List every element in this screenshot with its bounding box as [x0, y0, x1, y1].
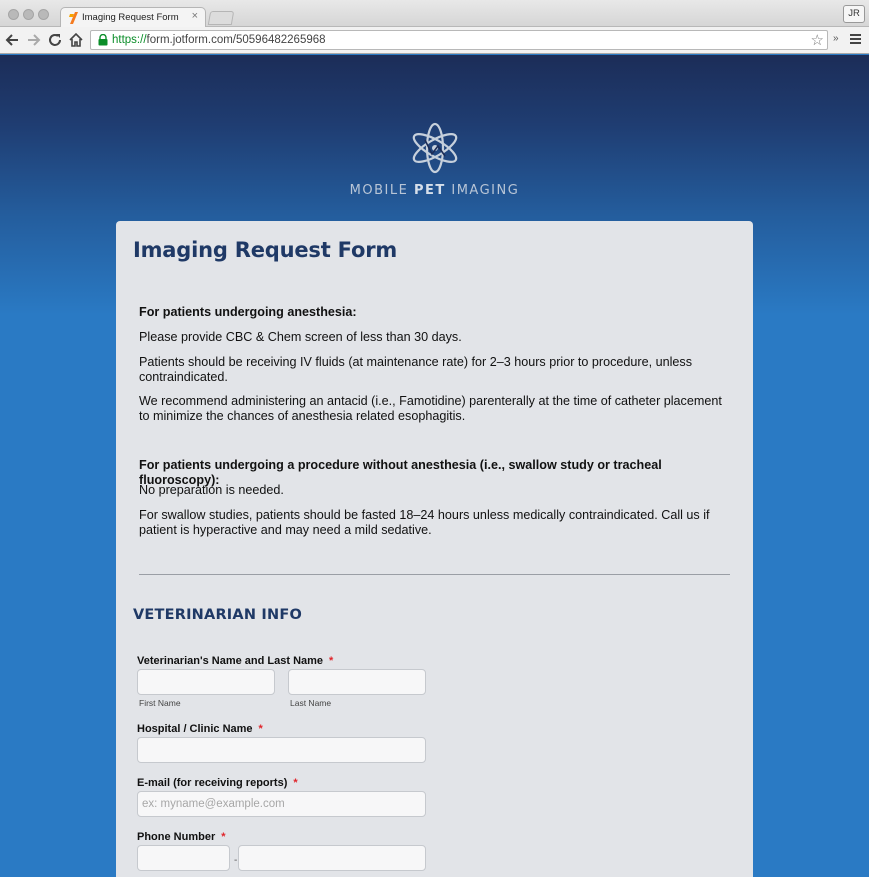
jotform-favicon-icon [69, 12, 78, 24]
phone-separator: - [234, 855, 238, 866]
back-icon[interactable] [4, 31, 20, 49]
new-tab-button[interactable] [208, 11, 234, 25]
tab-close-icon[interactable]: × [191, 10, 198, 22]
anesthesia-paragraph-3: We recommend administering an antacid (i.e., Famotidine) parenterally at the time of catheter placement to minimize the chances of anesthesia related esophagitis. [139, 394, 722, 423]
section-divider [139, 574, 730, 575]
last-name-sublabel: Last Name [290, 698, 332, 708]
area-code-input[interactable] [137, 845, 230, 871]
bookmark-star-icon[interactable]: ☆ [810, 32, 824, 49]
profile-button[interactable]: JR [843, 5, 865, 23]
home-icon[interactable] [68, 31, 84, 49]
required-mark: * [329, 655, 334, 667]
section-title: VETERINARIAN INFO [133, 607, 302, 623]
forward-icon[interactable] [26, 31, 42, 49]
required-mark: * [258, 723, 263, 735]
reload-icon[interactable] [47, 31, 63, 49]
hospital-label: Hospital / Clinic Name * [137, 723, 263, 735]
form-title: Imaging Request Form [133, 238, 398, 262]
minimize-window-button[interactable] [23, 9, 34, 20]
anesthesia-heading: For patients undergoing anesthesia: [139, 305, 357, 319]
email-input[interactable] [137, 791, 426, 817]
required-mark: * [293, 777, 298, 789]
browser-tab[interactable] [60, 7, 206, 28]
tab-title: Imaging Request Form [82, 12, 179, 23]
form-card [116, 221, 753, 877]
page-background [0, 55, 869, 877]
brand-name: MOBILE PET IMAGING [349, 183, 520, 198]
no-anesthesia-paragraph-2: For swallow studies, patients should be fasted 18–24 hours unless medically contraindicated. Call us if patient is hyperactive and may need a mild sedative. [139, 508, 710, 537]
close-window-button[interactable] [8, 9, 19, 20]
browser-toolbar [0, 27, 869, 54]
address-bar[interactable] [90, 30, 828, 50]
atom-logo-icon [405, 118, 465, 178]
tab-strip [0, 0, 869, 27]
email-label: E-mail (for receiving reports) * [137, 777, 298, 789]
vet-name-label: Veterinarian's Name and Last Name * [137, 655, 334, 667]
extensions-overflow-icon[interactable]: » [833, 33, 839, 44]
url-text: https://form.jotform.com/50596482265968 [112, 34, 326, 46]
first-name-sublabel: First Name [139, 698, 181, 708]
required-mark: * [221, 831, 226, 843]
anesthesia-paragraph-2: Patients should be receiving IV fluids (at maintenance rate) for 2–3 hours prior to procedure, unless contraindicated. [139, 355, 693, 384]
anesthesia-paragraph-1: Please provide CBC & Chem screen of less than 30 days. [139, 330, 462, 344]
last-name-input[interactable] [288, 669, 426, 695]
first-name-input[interactable] [137, 669, 275, 695]
phone-label: Phone Number * [137, 831, 226, 843]
zoom-window-button[interactable] [38, 9, 49, 20]
no-anesthesia-heading: For patients undergoing a procedure without anesthesia (i.e., swallow study or tracheal fluoroscopy): [139, 458, 662, 487]
browser-menu-icon[interactable] [850, 34, 861, 45]
no-anesthesia-paragraph-1: No preparation is needed. [139, 483, 284, 497]
lock-icon [98, 34, 108, 46]
hospital-input[interactable] [137, 737, 426, 763]
phone-number-input[interactable] [238, 845, 426, 871]
